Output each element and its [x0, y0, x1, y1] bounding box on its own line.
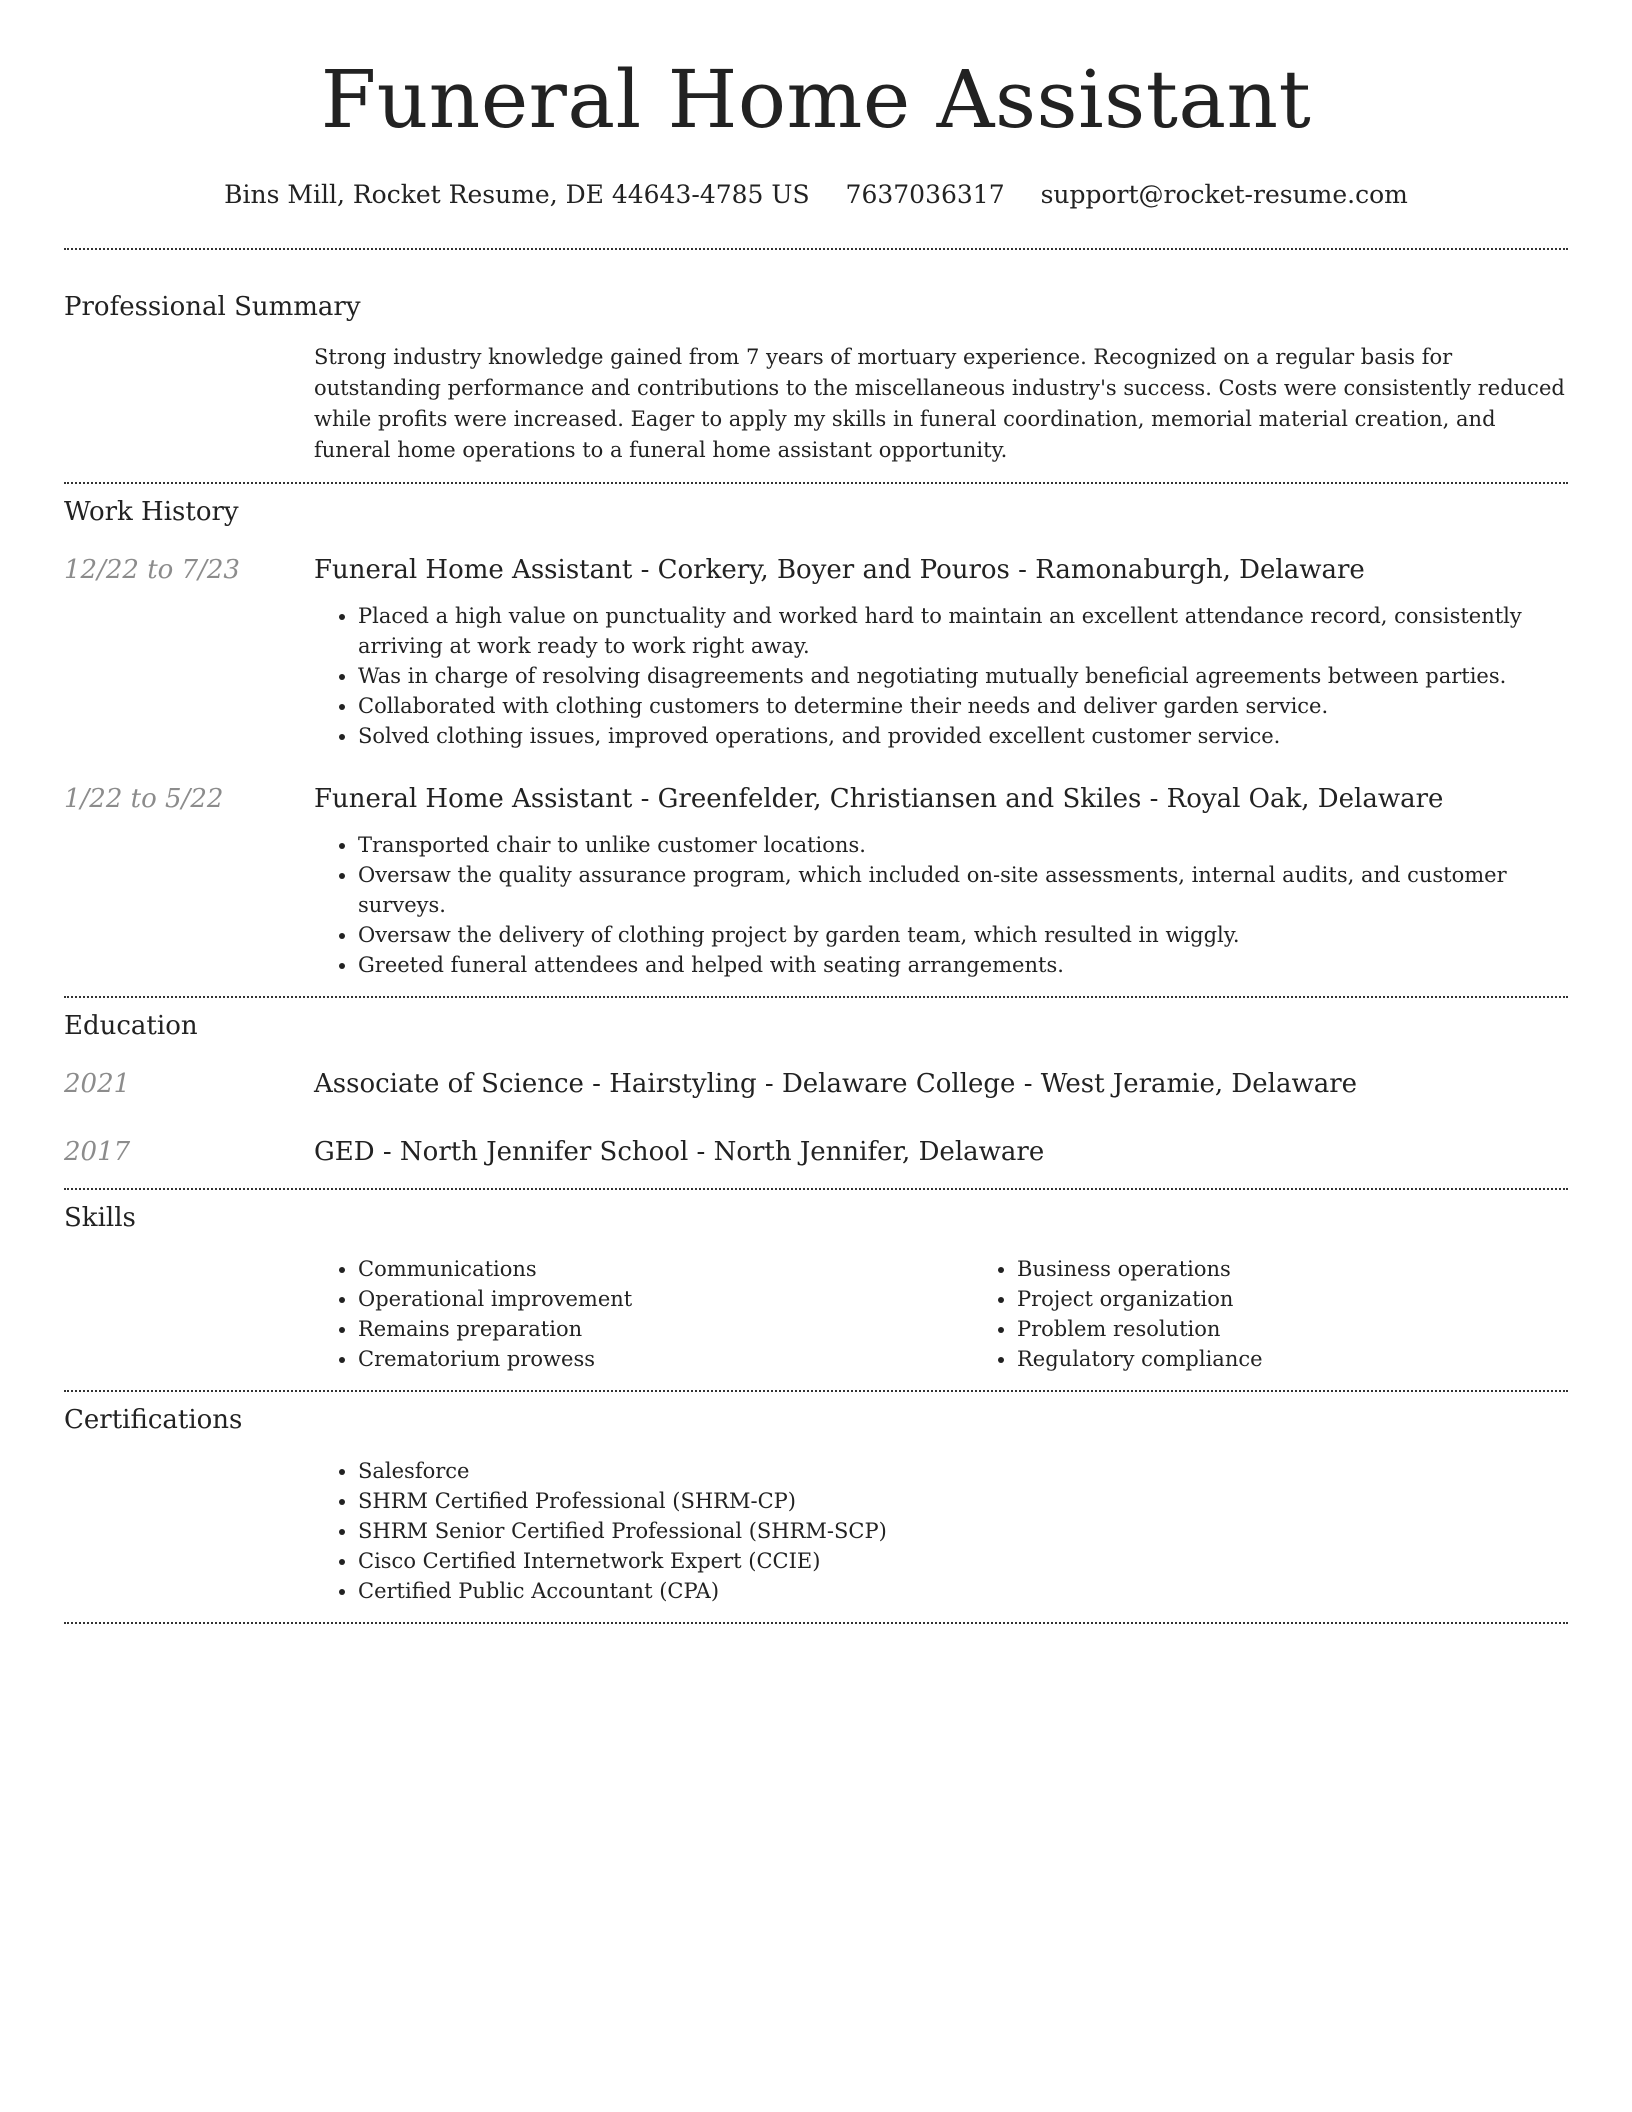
skill-item: • Business operations	[1017, 1254, 1632, 1284]
section-divider	[64, 996, 1568, 998]
certification-item: • SHRM Certified Professional (SHRM-CP)	[358, 1486, 1568, 1516]
certification-item: • Salesforce	[358, 1456, 1568, 1486]
job-bullet: • Transported chair to unlike customer locations.	[358, 830, 1568, 860]
job-bullets	[314, 830, 1568, 980]
job-heading: Funeral Home Assistant - Greenfelder, Christiansen and Skiles - Royal Oak, Delaware	[314, 784, 1444, 814]
job-heading: Funeral Home Assistant - Corkery, Boyer and Pouros - Ramonaburgh, Delaware	[314, 555, 1365, 585]
job-bullet: • Solved clothing issues, improved operations, and provided excellent customer service.	[358, 721, 1568, 751]
job-bullet: • Oversaw the delivery of clothing project by garden team, which resulted in wiggly.	[358, 920, 1568, 950]
job-dates: 12/22 to 7/23	[64, 555, 240, 585]
job-entry	[64, 552, 1568, 751]
section-title-education: Education	[64, 1011, 198, 1041]
skill-item: • Project organization	[1017, 1284, 1632, 1314]
skills-list-right	[973, 1254, 1632, 1374]
skill-item: • Remains preparation	[358, 1314, 973, 1344]
skill-item: • Regulatory compliance	[1017, 1344, 1632, 1374]
section-title-certifications: Certifications	[64, 1405, 243, 1435]
job-dates: 1/22 to 5/22	[64, 784, 224, 814]
section-divider	[64, 482, 1568, 484]
summary-row	[64, 342, 1568, 466]
skill-item: • Crematorium prowess	[358, 1344, 973, 1374]
section-divider	[64, 1390, 1568, 1392]
job-bullet: • Greeted funeral attendees and helped with seating arrangements.	[358, 950, 1568, 980]
education-entry	[64, 1066, 1568, 1102]
certification-item: • Cisco Certified Internetwork Expert (CCIE)	[358, 1546, 1568, 1576]
contact-line	[64, 178, 1568, 212]
resume-page	[64, 0, 1568, 1624]
skill-item: • Problem resolution	[1017, 1314, 1632, 1344]
section-title-work: Work History	[64, 497, 239, 527]
skill-item: • Operational improvement	[358, 1284, 973, 1314]
summary-text: Strong industry knowledge gained from 7 years of mortuary experience. Recognized on a regular basis for outstanding performance and contributions to the miscellaneous industry's success. Costs were consistently reduced while profits were increased. Eager to apply my skills in funeral coordination, memorial material creation, and funeral home operations to a funeral home assistant opportunity.	[314, 345, 1565, 462]
job-bullet: • Was in charge of resolving disagreements and negotiating mutually beneficial agreements between parties.	[358, 661, 1568, 691]
skills-columns	[314, 1254, 1632, 1374]
education-heading: GED - North Jennifer School - North Jennifer, Delaware	[314, 1137, 1045, 1167]
section-divider	[64, 1188, 1568, 1190]
education-heading: Associate of Science - Hairstyling - Delaware College - West Jeramie, Delaware	[314, 1069, 1358, 1099]
certifications-row	[64, 1456, 1568, 1606]
job-bullets	[314, 601, 1568, 751]
section-title-skills: Skills	[64, 1203, 136, 1233]
education-year: 2017	[64, 1137, 131, 1167]
contact-email: support@rocket-resume.com	[1040, 180, 1408, 209]
certification-item: • Certified Public Accountant (CPA)	[358, 1576, 1568, 1606]
candidate-name: Funeral Home Assistant	[320, 53, 1312, 146]
certification-item: • SHRM Senior Certified Professional (SHRM-SCP)	[358, 1516, 1568, 1546]
job-bullet: • Collaborated with clothing customers to determine their needs and deliver garden service.	[358, 691, 1568, 721]
skill-item: • Communications	[358, 1254, 973, 1284]
section-title-summary: Professional Summary	[64, 292, 361, 322]
education-entry	[64, 1134, 1568, 1170]
certifications-list	[314, 1456, 1568, 1606]
job-bullet: • Placed a high value on punctuality and worked hard to maintain an excellent attendance record, consistently arriving at work ready to work right away.	[358, 601, 1568, 661]
contact-phone: 7637036317	[845, 180, 1005, 209]
job-entry	[64, 781, 1568, 980]
skills-row	[64, 1254, 1568, 1374]
education-year: 2021	[64, 1069, 131, 1099]
contact-address: Bins Mill, Rocket Resume, DE 44643-4785 US	[224, 180, 810, 209]
section-divider	[64, 1622, 1568, 1624]
section-divider	[64, 248, 1568, 250]
skills-list-left	[314, 1254, 973, 1374]
job-bullet: • Oversaw the quality assurance program, which included on-site assessments, internal audits, and customer surveys.	[358, 860, 1568, 920]
